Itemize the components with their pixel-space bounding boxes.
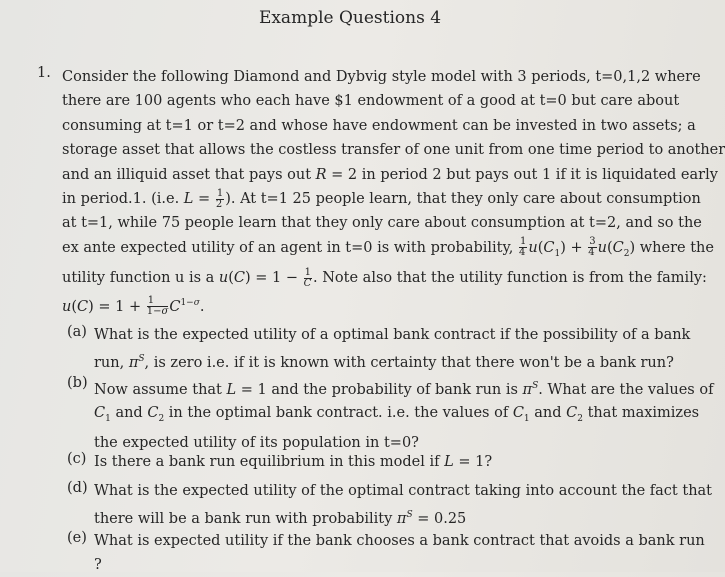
intro-line: Consider the following Diamond and Dybvig style model with 3 periods, t=0,1,2 where	[62, 69, 701, 85]
page-title: Example Questions 4	[258, 8, 442, 28]
intro-line: utility function u is a u(C) = 1 − $\frac{1}{C}$ . Note also that the utility function is from the family:	[62, 266, 707, 289]
intro-line: there are 100 agents who each have $1 endowment of a good at t=0 but care about	[62, 93, 680, 110]
part-a-text: What is the expected utility of a optimal bank contract if the possibility of a bank run, $\pi^S$, is zero i.e. if it is known with certainty that there won't be a bank run?	[94, 327, 691, 371]
intro-line: u(C) = 1 + $\frac{1}{1-\sigma}$ $C^{1-\sigma}$.	[62, 294, 205, 317]
part-e-text: What is expected utility if the bank chooses a bank contract that avoids a bank run ?	[94, 533, 705, 573]
question-number: 1.	[37, 65, 51, 81]
part-c-text: Is there a bank run equilibrium in this model if L = 1?	[94, 454, 493, 470]
intro-line: and an illiquid asset that pays out R = 2 in period 2 but pays out 1 if it is liquidated early	[62, 166, 718, 183]
question-intro	[62, 65, 725, 319]
part-b-text: Now assume that L = 1 and the probability of bank run is $\pi^S$. What are the values of $C_1$ and $C_2$ in the optimal bank contract. i.e. the values of $C_1$ and $C_2$ that maximizes the expected utility of its population in t=0?	[94, 381, 714, 451]
intro-line: consuming at t=1 or t=2 and whose have endowment can be invested in two assets; a	[62, 117, 696, 134]
part-e-label: (e)	[67, 530, 87, 546]
intro-line: ex ante expected utility of an agent in t=0 is with probability, $\frac{1}{4}$ $u(C_1)$ + $\frac{3}{4}$ $u(C_2)$ where the	[62, 236, 714, 259]
part-d-text: What is the expected utility of the optimal contract taking into account the fact that there will be a bank run with probability $\pi^S = 0.25$	[94, 483, 712, 527]
intro-line: storage asset that allows the costless transfer of one unit from one time period to another	[62, 142, 725, 159]
part-b-label: (b)	[67, 375, 88, 391]
part-d-label: (d)	[67, 480, 88, 496]
intro-line: at t=1, while 75 people learn that they only care about consumption at t=2, and so the	[62, 215, 702, 232]
part-a-label: (a)	[67, 324, 87, 340]
intro-line: in period.1. (i.e. L = $\frac{1}{2}$ ). At t=1 25 people learn, that they only care about consumption	[62, 187, 701, 210]
part-c-label: (c)	[67, 451, 87, 467]
